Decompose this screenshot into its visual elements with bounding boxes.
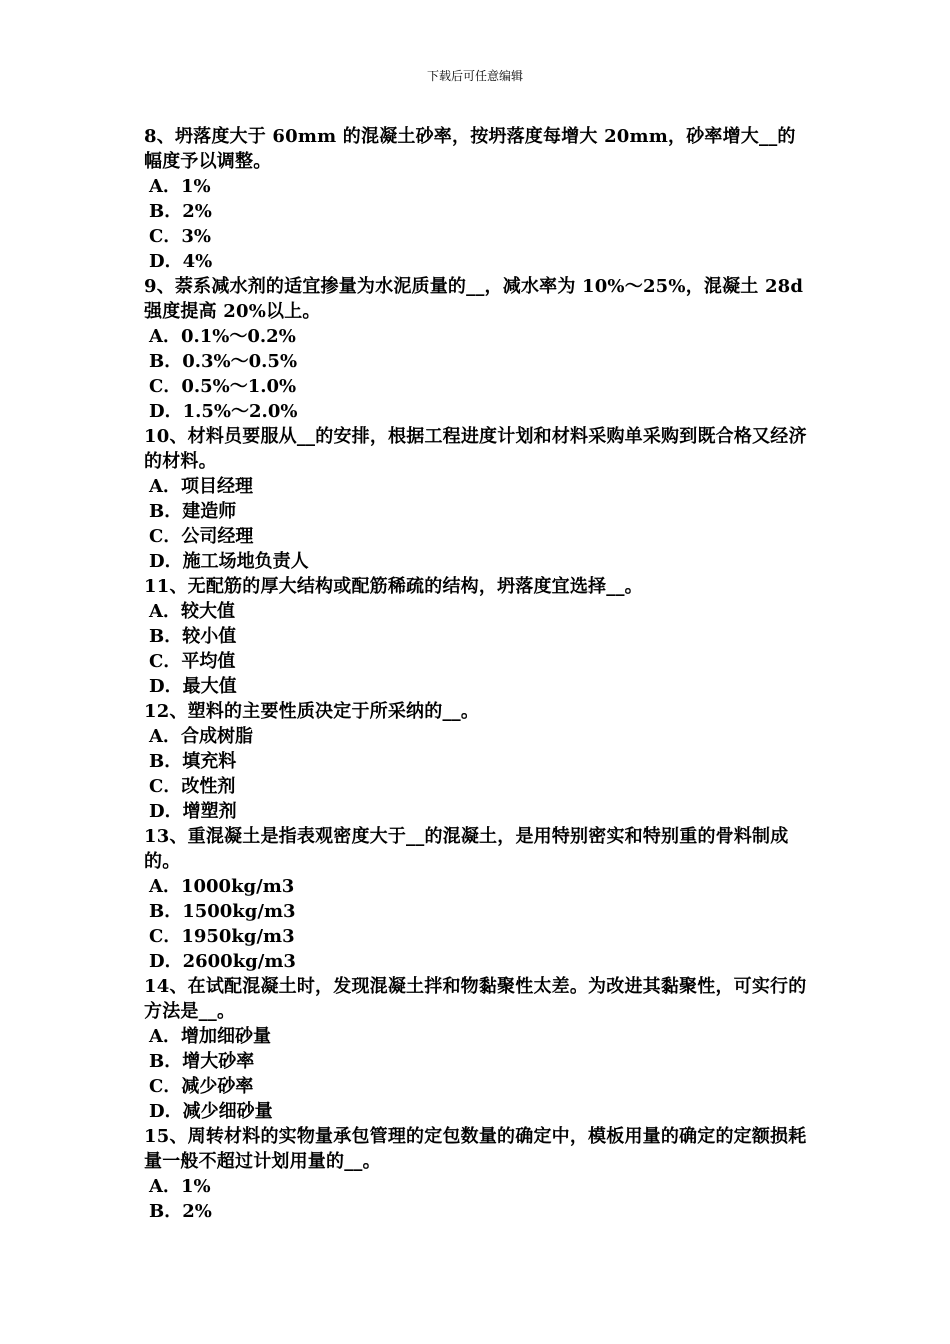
option-c: C．平均值: [149, 651, 236, 672]
option-a: A．0.1%～0.2%: [149, 326, 296, 347]
question-stem: 10、材料员要服从__的安排，根据工程进度计划和材料采购单采购到既合格又经济的材料。: [144, 426, 807, 472]
option-c: C．1950kg/m3: [149, 926, 295, 947]
option-d: D．2600kg/m3: [149, 951, 296, 972]
option-d: D．最大值: [149, 676, 237, 697]
option-b: B．填充料: [149, 751, 237, 772]
question-14: [144, 974, 808, 1124]
question-stem: 14、在试配混凝土时，发现混凝土拌和物黏聚性太差。为改进其黏聚性，可实行的方法是__。: [144, 976, 807, 1022]
question-10: [144, 424, 808, 574]
option-c: C．改性剂: [149, 776, 236, 797]
option-a: A．1000kg/m3: [149, 876, 295, 897]
question-8: [144, 124, 808, 274]
option-d: D．1.5%～2.0%: [149, 401, 298, 422]
option-a: A．增加细砂量: [149, 1026, 271, 1047]
option-c: C．0.5%～1.0%: [149, 376, 297, 397]
question-15: [144, 1124, 808, 1224]
option-b: B．0.3%～0.5%: [149, 351, 298, 372]
question-stem: 9、萘系减水剂的适宜掺量为水泥质量的__，减水率为 10%～25%，混凝土 28d 强度提高 20%以上。: [144, 276, 804, 322]
option-b: B．2%: [149, 1201, 212, 1222]
question-stem: 15、周转材料的实物量承包管理的定包数量的确定中，模板用量的确定的定额损耗量一般不超过计划用量的__。: [144, 1126, 807, 1172]
question-13: [144, 824, 808, 974]
option-c: C．公司经理: [149, 526, 254, 547]
option-b: B．较小值: [149, 626, 237, 647]
question-stem: 11、无配筋的厚大结构或配筋稀疏的结构，坍落度宜选择__。: [144, 576, 643, 597]
question-stem: 12、塑料的主要性质决定于所采纳的__。: [144, 701, 480, 722]
option-d: D．施工场地负责人: [149, 551, 309, 572]
question-stem: 8、坍落度大于 60mm 的混凝土砂率，按坍落度每增大 20mm，砂率增大__的幅度予以调整。: [144, 126, 796, 172]
option-d: D．减少细砂量: [149, 1101, 273, 1122]
option-b: B．增大砂率: [149, 1051, 255, 1072]
page-header: 下载后可任意编辑: [426, 69, 523, 83]
question-12: [144, 699, 808, 824]
option-b: B．建造师: [149, 501, 237, 522]
question-list: [144, 124, 808, 1224]
option-a: A．1%: [149, 1176, 211, 1197]
option-d: D．4%: [149, 251, 213, 272]
option-b: B．1500kg/m3: [149, 901, 296, 922]
option-a: A．项目经理: [149, 476, 253, 497]
option-c: C．减少砂率: [149, 1076, 254, 1097]
question-11: [144, 574, 808, 699]
question-9: [144, 274, 808, 424]
option-a: A．1%: [149, 176, 211, 197]
option-a: A．较大值: [149, 601, 235, 622]
option-a: A．合成树脂: [149, 726, 253, 747]
question-stem: 13、重混凝土是指表观密度大于__的混凝土，是用特别密实和特别重的骨料制成的。: [144, 826, 789, 872]
option-b: B．2%: [149, 201, 212, 222]
option-c: C．3%: [149, 226, 211, 247]
option-d: D．增塑剂: [149, 801, 237, 822]
